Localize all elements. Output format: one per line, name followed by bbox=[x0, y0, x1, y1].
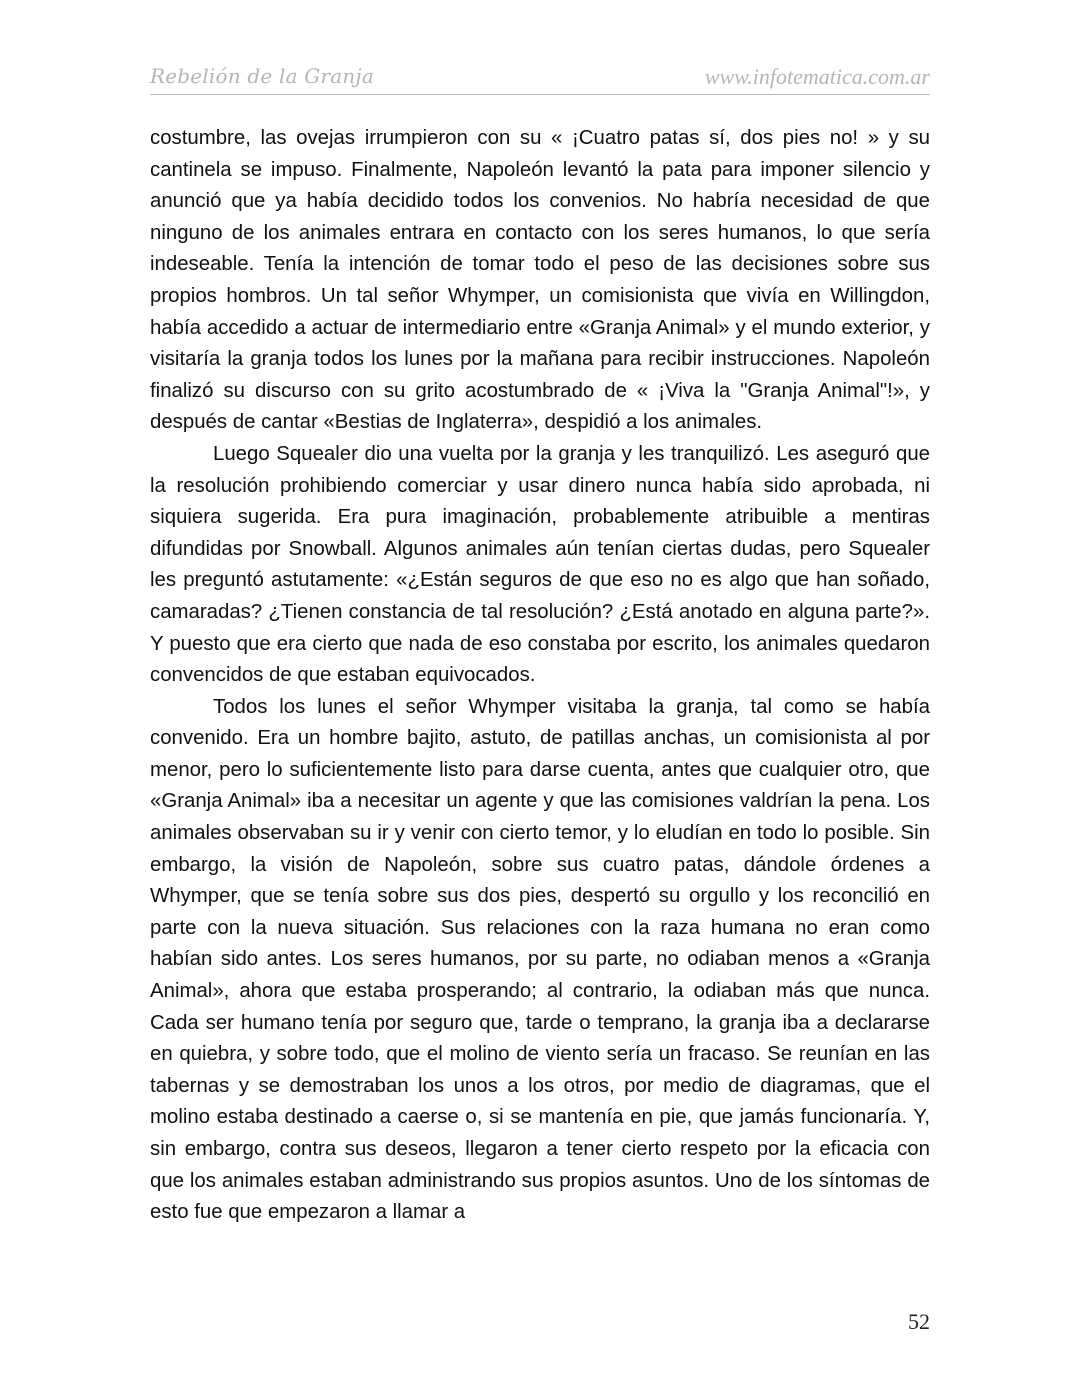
page-header bbox=[150, 62, 930, 95]
page-number: 52 bbox=[908, 1309, 930, 1334]
paragraph-2: Luego Squealer dio una vuelta por la granja y les tranquilizó. Les aseguró que la resolución prohibiendo comerciar y usar dinero nunca había sido aprobada, ni siquiera sugerida. Era pura imaginación, probablemente atribuible a mentiras difundidas por Snowball. Algunos animales aún tenían ciertas dudas, pero Squealer les preguntó astutamente: «¿Están seguros de que eso no es algo que han soñado, camaradas? ¿Tienen constancia de tal resolución? ¿Está anotado en alguna parte?». Y puesto que era cierto que nada de eso constaba por escrito, los animales quedaron convencidos de que estaban equivocados. bbox=[150, 442, 930, 687]
paragraph-3: Todos los lunes el señor Whymper visitaba la granja, tal como se había convenido. Era un hombre bajito, astuto, de patillas anchas, un comisionista al por menor, pero lo suficientemente listo para darse cuenta, antes que cualquier otro, que «Granja Animal» iba a necesitar un agente y que las comisiones valdrían la pena. Los animales observaban su ir y venir con cierto temor, y lo eludían en todo lo posible. Sin embargo, la visión de Napoleón, sobre sus cuatro patas, dándole órdenes a Whymper, que se tenía sobre sus dos pies, despertó su orgullo y los reconcilió en parte con la nueva situación. Sus relaciones con la raza humana no eran como habían sido antes. Los seres humanos, por su parte, no odiaban menos a «Granja Animal», ahora que estaba prosperando; al contrario, la odiaban más que nunca. Cada ser humano tenía por seguro que, tarde o temprano, la granja iba a declararse en quiebra, y sobre todo, que el molino de viento sería un fracaso. Se reunían en las tabernas y se demostraban los unos a los otros, por medio de diagramas, que el molino estaba destinado a caerse o, si se mantenía en pie, que jamás funcionaría. Y, sin embargo, contra sus deseos, llegaron a tener cierto respeto por la eficacia con que los animales estaban administrando sus propios asuntos. Uno de los síntomas de esto fue que empezaron a llamar a bbox=[150, 695, 930, 1224]
paragraph-1: costumbre, las ovejas irrumpieron con su « ¡Cuatro patas sí, dos pies no! » y su cantinela se impuso. Finalmente, Napoleón levantó la pata para imponer silencio y anunció que ya había decidido todos los convenios. No habría necesidad de que ninguno de los animales entrara en contacto con los seres humanos, lo que sería indeseable. Tenía la intención de tomar todo el peso de las decisiones sobre sus propios hombros. Un tal señor Whymper, un comisionista que vivía en Willingdon, había accedido a actuar de intermediario entre «Granja Animal» y el mundo exterior, y visitaría la granja todos los lunes por la mañana para recibir instrucciones. Napoleón finalizó su discurso con su grito acostumbrado de « ¡Viva la "Granja Animal"!», y después de cantar «Bestias de Inglaterra», despidió a los animales. bbox=[150, 127, 930, 434]
website-link[interactable]: www.infotematica.com.ar bbox=[704, 64, 930, 89]
body-text bbox=[150, 123, 930, 1229]
book-title: Rebelión de la Granja bbox=[150, 64, 374, 88]
